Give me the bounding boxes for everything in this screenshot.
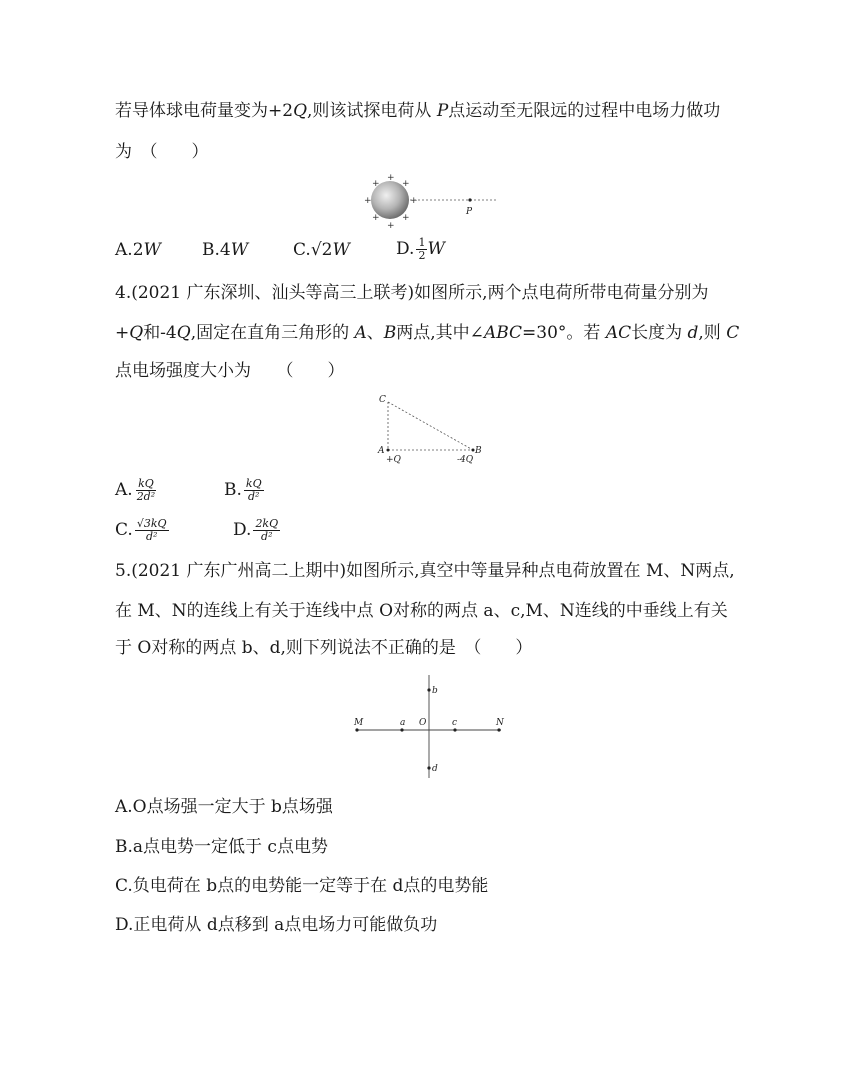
q3-text-c: 点运动至无限远的过程中电场力做功 <box>448 101 721 121</box>
q3-line-1 <box>115 100 720 122</box>
label-a: A <box>378 446 385 456</box>
q5-option-c[interactable]: C.负电荷在 b点的电势能一定等于在 d点的电势能 <box>115 876 489 896</box>
label-o: O <box>419 718 427 728</box>
q3-text-b: ,则该试探电荷从 <box>307 101 437 121</box>
q5-line-3: 于 O对称的两点 b、d,则下列说法不正确的是 （ ） <box>115 638 533 658</box>
q5-option-b[interactable]: B.a点电势一定低于 c点电势 <box>115 837 328 857</box>
svg-text:+: + <box>402 179 410 189</box>
svg-text:+: + <box>372 213 380 223</box>
q4-option-b[interactable]: B. $\frac{kQ}{\text{d²}}$ <box>224 477 262 503</box>
q4-figure-triangle <box>370 390 490 465</box>
q5-line-2: 在 M、N的连线上有关于连线中点 O对称的两点 a、c,M、N连线的中垂线上有关 <box>115 601 728 621</box>
svg-text:+: + <box>372 179 380 189</box>
svg-text:+: + <box>402 213 410 223</box>
q3-figure-charged-sphere <box>360 172 505 230</box>
q5-option-a[interactable]: A.O点场强一定大于 b点场强 <box>115 797 333 817</box>
point-p <box>468 198 471 201</box>
label-a: a <box>400 718 406 728</box>
label-b: B <box>475 446 482 456</box>
q3-option-a[interactable]: A.2W <box>115 240 161 260</box>
label-m: M <box>354 718 364 728</box>
q4-line-1: 4.(2021 广东深圳、汕头等高三上联考)如图所示,两个点电荷所带电荷量分别为 <box>115 283 709 303</box>
q3-option-d[interactable]: D. $\frac{1}{2}$ W <box>396 236 445 262</box>
q3-line-2: 为 （ ） <box>115 142 209 162</box>
label-n: N <box>496 718 504 728</box>
svg-text:+: + <box>364 196 372 206</box>
q3-option-c[interactable]: C.√2W <box>293 240 350 260</box>
label-c: C <box>379 395 386 405</box>
svg-text:+: + <box>410 196 418 206</box>
label-d: d <box>432 764 438 774</box>
q5-figure-axes <box>345 672 515 782</box>
label-c: c <box>452 718 458 728</box>
label-b: b <box>432 686 438 696</box>
q4-line-3: 点电场强度大小为 （ ） <box>115 361 345 381</box>
q4-option-d[interactable]: D. $\frac{2kQ}{\text{d²}}$ <box>233 517 279 543</box>
label-plus-q: +Q <box>386 455 401 465</box>
q3-text-a: 若导体球电荷量变为+2 <box>115 101 294 121</box>
label-minus-4q: -4Q <box>457 455 474 465</box>
q4-option-a[interactable]: A. $\frac{kQ}{\text{2d²}}$ <box>115 477 156 503</box>
q3-var-q: Q <box>293 101 307 121</box>
q5-line-1: 5.(2021 广东广州高二上期中)如图所示,真空中等量异种点电荷放置在 M、N两点, <box>115 561 735 581</box>
q4-option-c[interactable]: C. $\frac{√3kQ}{\text{d²}}$ <box>115 517 167 543</box>
q3-option-b[interactable]: B.4W <box>202 240 249 260</box>
svg-text:+: + <box>387 221 395 230</box>
q3-var-p: P <box>436 101 449 121</box>
q4-line-2: +Q和-4Q,固定在直角三角形的 A、B两点,其中∠ABC=30°。若 AC长度为 d,则 C <box>115 323 740 343</box>
q5-option-d[interactable]: D.正电荷从 d点移到 a点电场力可能做负功 <box>115 915 438 935</box>
svg-text:+: + <box>387 173 395 183</box>
label-p: P <box>466 207 473 217</box>
